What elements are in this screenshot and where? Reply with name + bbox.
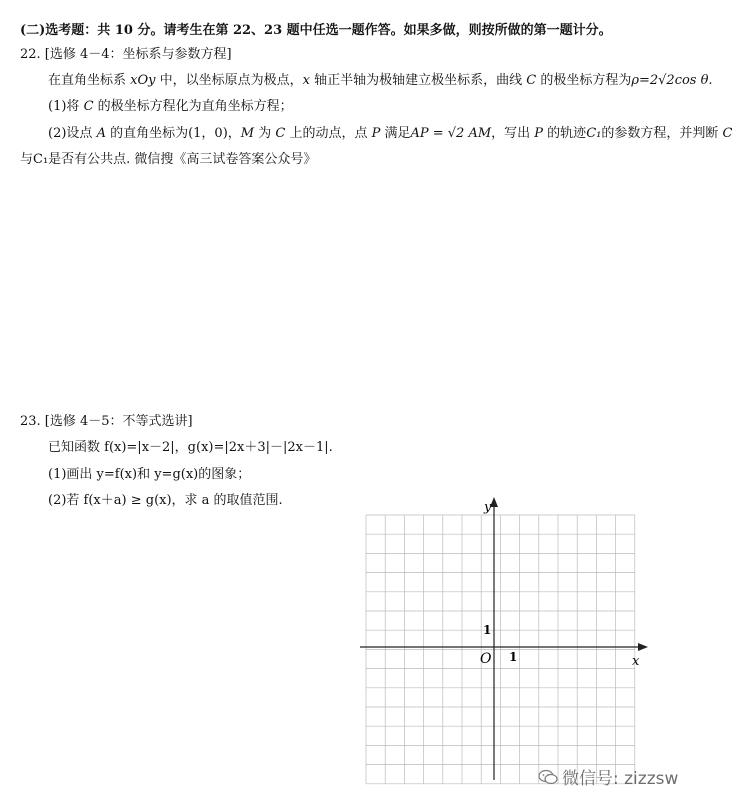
watermark-text: 微信号: zizzsw <box>562 769 679 789</box>
q22-part2-P2: P <box>534 126 544 141</box>
x-axis-arrow <box>638 643 648 651</box>
x-unit-label: 1 <box>509 650 518 664</box>
q22-intro-text-c: 轴正半轴为极轴建立极坐标系，曲线 <box>309 73 527 88</box>
wechat-icon <box>538 769 558 785</box>
q22-part2-text-e: 满足 <box>380 126 411 141</box>
grid-lines <box>366 515 635 784</box>
q22-part2-C1: C₁ <box>586 126 602 141</box>
q22-intro-text-d: 的极坐标方程为 <box>536 73 632 88</box>
q22-part1-text-a: (1)将 <box>48 99 84 114</box>
q22-intro-text-a: 在直角坐标系 <box>48 73 131 88</box>
x-axis-label: x <box>632 654 640 669</box>
q22-part2-C: C <box>275 126 286 141</box>
q22-intro-text-b: 中，以坐标原点为极点， <box>155 73 303 88</box>
origin-label: O <box>480 651 492 667</box>
q22-intro-equation: ρ=2√2cos θ. <box>631 73 713 88</box>
q22-part2-text-b: 的直角坐标为(1，0)， <box>105 126 241 141</box>
q22-part2-text-h: 的参数方程，并判断 <box>601 126 723 141</box>
q22-intro-xoy: xOy <box>130 73 156 88</box>
q22-part2-text-g: 的轨迹 <box>543 126 587 141</box>
q22-part2-vector-equation: AP = √2 AM <box>410 126 492 141</box>
coordinate-grid <box>360 495 660 785</box>
q22-title: 22. [选修 4－4：坐标系与参数方程] <box>20 47 232 62</box>
q22-part2-text-a: (2)设点 <box>48 126 97 141</box>
watermark <box>538 764 678 789</box>
q22-part2 <box>48 125 732 143</box>
q22-part2-text-d: 上的动点，点 <box>285 126 372 141</box>
q22-part2-text-f: ，写出 <box>491 126 535 141</box>
q23-part1: (1)画出 y=f(x)和 y=g(x)的图象； <box>48 467 251 482</box>
y-axis-label: y <box>484 500 492 515</box>
q22-part2-M: M <box>240 126 255 141</box>
q22-part1-text-b: 的极坐标方程化为直角坐标方程； <box>93 99 293 114</box>
q23-given: 已知函数 f(x)=|x－2|，g(x)=|2x＋3|－|2x－1|. <box>48 440 333 455</box>
q22-part2-text-c: 为 <box>254 126 276 141</box>
q22-part2-P: P <box>371 126 381 141</box>
q22-part1 <box>48 98 293 116</box>
q23-title: 23. [选修 4－5：不等式选讲] <box>20 414 193 429</box>
q22-part2-C2: C <box>722 126 732 141</box>
q22-part2-line2: 与C₁是否有公共点. 微信搜《高三试卷答案公众号》 <box>20 152 317 167</box>
q22-intro-x: x <box>302 73 310 88</box>
q22-part1-C: C <box>83 99 94 114</box>
q22-part2-A: A <box>96 126 106 141</box>
q22-intro <box>48 72 713 90</box>
y-unit-label: 1 <box>483 623 492 637</box>
q22-intro-C: C <box>526 73 537 88</box>
section-header: (二)选考题：共 10 分。请考生在第 22、23 题中任选一题作答。如果多做，则按所做的第一题计分。 <box>20 23 612 38</box>
q23-part2: (2)若 f(x＋a) ≥ g(x)，求 a 的取值范围. <box>48 493 283 508</box>
